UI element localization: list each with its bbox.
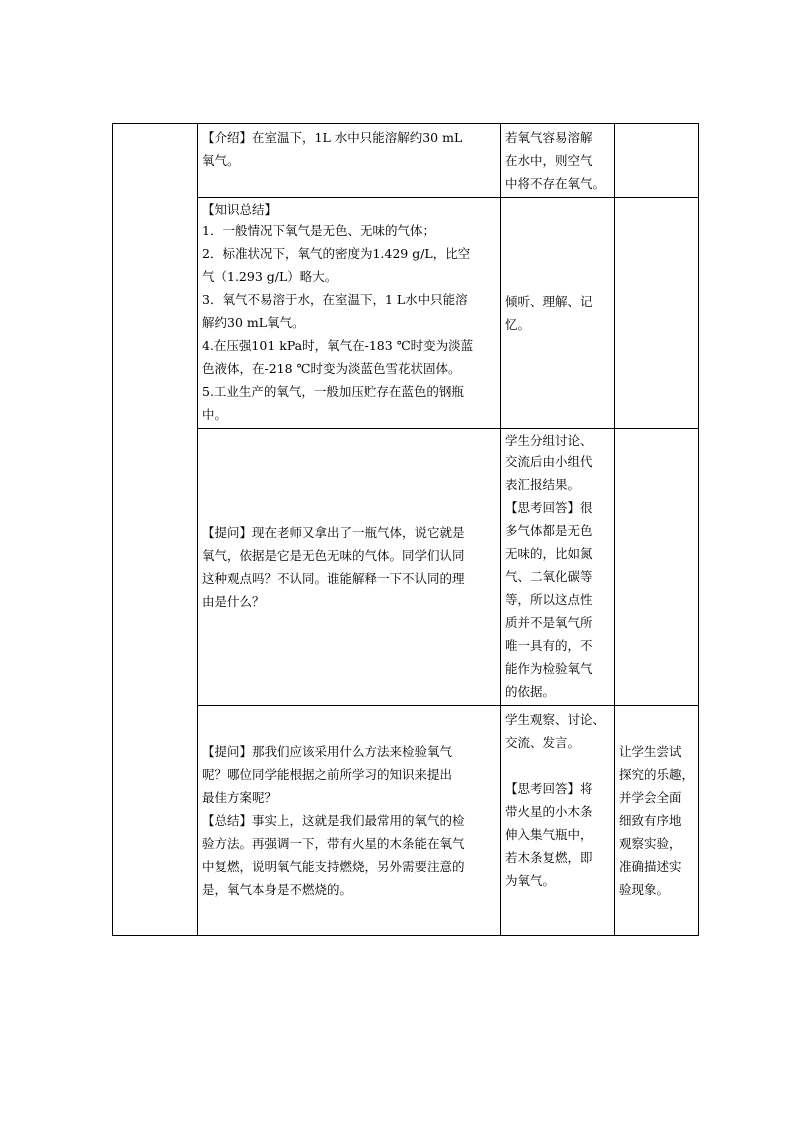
text-line: 【介绍】在室温下，1L 水中只能溶解约30 mL [202,130,463,145]
teacher-activity-cell [198,706,501,936]
text-line: 交流、发言。 [505,735,581,750]
table-row [113,429,699,706]
text-line: 5.工业生产的氧气，一般加压贮存在蓝色的钢瓶 [202,384,464,399]
text-line: 3．氧气不易溶于水，在室温下，1 L水中只能溶 [202,292,468,307]
text-line: 氧气。 [202,153,240,168]
text-line: 等，所以这点性 [505,592,593,607]
text-line: 最佳方案呢？ [202,790,278,805]
table-row [113,124,699,198]
text-line: 【思考回答】很 [505,500,593,515]
text-line: 验方法。再强调一下，带有火星的木条能在氧气 [202,836,465,851]
text-line: 1．一般情况下氧气是无色、无味的气体； [202,223,435,238]
text-line: 呢？哪位同学能根据之前所学习的知识来提出 [202,767,453,782]
text-line: 观察实验， [619,836,682,851]
text-line: 细致有序地 [619,813,682,828]
text-line: 在水中，则空气 [505,153,593,168]
design-intent-cell [615,429,699,706]
text-line: 若木条复燃，即 [505,850,593,865]
text-line: 让学生尝试 [619,744,682,759]
teacher-activity-cell [198,198,501,429]
text-line: 倾听、理解、记 [505,294,593,309]
text-line: 交流后由小组代 [505,454,593,469]
text-line: 准确描述实 [619,859,682,874]
student-activity-cell [501,706,615,936]
table-row [113,706,699,936]
text-line: 4.在压强101 kPa时，氧气在-183 ℃时变为淡蓝 [202,338,474,353]
text-line: 2．标准状况下，氧气的密度为1.429 g/L，比空 [202,246,471,261]
text-line: 解约30 mL氧气。 [202,315,305,330]
design-intent-cell [615,124,699,198]
text-line: 若氧气容易溶解 [505,130,593,145]
text-line: 为氧气。 [505,873,556,888]
text-line: 【总结】事实上，这就是我们最常用的氧气的检 [202,813,465,828]
text-line: 色液体，在-218 ℃时变为淡蓝色雪花状固体。 [202,361,461,376]
lesson-plan-table [112,123,699,936]
student-activity-cell [501,198,615,429]
text-line: 学生观察、讨论、 [505,712,606,727]
text-line: 无味的，比如氮 [505,546,593,561]
text-line: 是，氧气本身是不燃烧的。 [202,882,353,897]
student-activity-cell [501,124,615,198]
text-line: 能作为检验氧气 [505,661,593,676]
text-line: 中。 [202,407,228,422]
text-line: 【思考回答】将 [505,781,593,796]
text-line: 【知识总结】 [202,202,278,217]
spacer [505,754,610,777]
text-line: 学生分组讨论、 [505,433,593,448]
text-line: 伸入集气瓶中， [505,827,593,842]
text-line: 的依据。 [505,684,556,699]
text-line: 【提问】那我们应该采用什么方法来检验氧气 [202,744,453,759]
teacher-activity-cell [198,124,501,198]
text-line: 表汇报结果。 [505,477,581,492]
design-intent-cell [615,706,699,936]
design-intent-cell [615,198,699,429]
text-line: 气（1.293 g/L）略大。 [202,269,338,284]
stage-column-cell [113,124,198,936]
text-line: 质并不是氧气所 [505,615,593,630]
text-line: 探究的乐趣， [619,767,695,782]
text-line: 由是什么？ [202,594,265,609]
text-line: 多气体都是无色 [505,523,593,538]
text-line: 【提问】现在老师又拿出了一瓶气体，说它就是 [202,525,465,540]
text-line: 气、二氧化碳等 [505,569,593,584]
text-line: 并学会全面 [619,790,682,805]
text-line: 带火星的小木条 [505,804,593,819]
student-activity-cell [501,429,615,706]
text-line: 中将不存在氧气。 [505,176,606,191]
text-line: 中复燃，说明氧气能支持燃烧，另外需要注意的 [202,859,465,874]
text-line: 验现象。 [619,882,670,897]
teacher-activity-cell [198,429,501,706]
text-line: 唯一具有的，不 [505,638,593,653]
table-row [113,198,699,429]
text-line: 这种观点吗？不认同。谁能解释一下不认同的理 [202,571,465,586]
text-line: 忆。 [505,317,531,332]
text-line: 氧气，依据是它是无色无味的气体。同学们认同 [202,548,465,563]
